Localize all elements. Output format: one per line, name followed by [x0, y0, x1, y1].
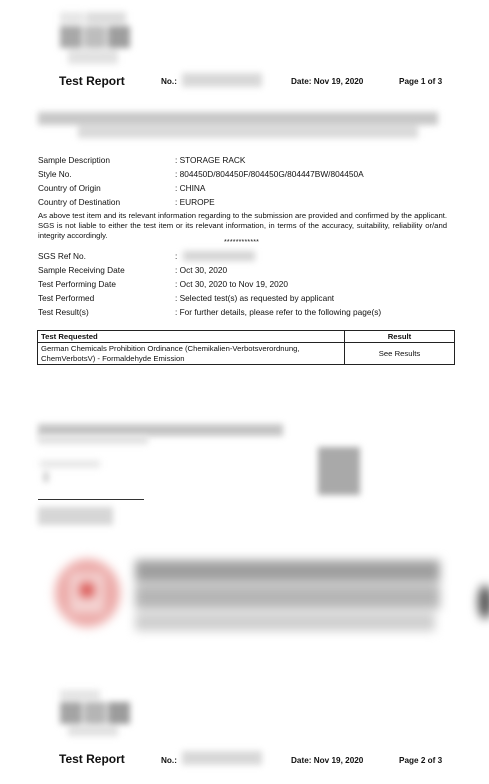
field-value: : CHINA — [175, 183, 206, 193]
field-label: Style No. — [38, 169, 72, 179]
field-value: : 804450D/804450F/804450G/804447BW/804450A — [175, 169, 364, 179]
company-subline-redacted — [38, 436, 148, 444]
results-table — [37, 330, 455, 365]
field-label: Country of Destination — [38, 197, 121, 207]
logo-redacted — [60, 12, 130, 67]
report-no-label: No.: — [161, 756, 177, 765]
company-name-redacted — [38, 424, 283, 436]
field-value: : For further details, please refer to the following page(s) — [175, 307, 382, 317]
logo-redacted — [60, 690, 130, 740]
report-date: Date: Nov 19, 2020 — [291, 756, 364, 765]
field-label: Test Performing Date — [38, 279, 116, 289]
signature-redacted — [40, 460, 100, 482]
field-label: Country of Origin — [38, 183, 101, 193]
column-header: Result — [345, 331, 455, 343]
disclaimer-text: As above test item and its relevant information regarding to the submission are provided and confirmed by the applicant. SGS is not liable to either the test item or its relevant information, in terms of the accuracy, suitability, reliability or/and integrity accordingly. — [38, 211, 447, 240]
report-no-label: No.: — [161, 77, 177, 86]
page-number: Page 2 of 3 — [399, 756, 443, 765]
field-value: : EUROPE — [175, 197, 215, 207]
field-label: Sample Receiving Date — [38, 265, 125, 275]
report-title: Test Report — [59, 752, 125, 766]
signatory-name-redacted — [38, 507, 113, 525]
field-value: : Oct 30, 2020 to Nov 19, 2020 — [175, 279, 289, 289]
footer-seal-block — [40, 555, 445, 637]
page-edge-shadow — [478, 585, 489, 619]
field-value: : STORAGE RACK — [175, 155, 246, 165]
field-value: : Oct 30, 2020 — [175, 265, 228, 275]
qr-code-redacted — [318, 447, 360, 495]
signature-line — [38, 499, 144, 500]
field-label: SGS Ref No. — [38, 251, 86, 261]
report-date: Date: Nov 19, 2020 — [291, 77, 364, 86]
table-cell: German Chemicals Prohibition Ordinance (Chemikalien-Verbotsverordnung, ChemVerbotsV) - Formaldehyde Emission — [38, 343, 345, 365]
field-label: Test Performed — [38, 293, 95, 303]
column-header: Test Requested — [38, 331, 345, 343]
field-value: : — [175, 251, 178, 261]
page-number: Page 1 of 3 — [399, 77, 443, 86]
applicant-redacted — [38, 112, 438, 138]
report-no-redacted — [182, 751, 262, 765]
field-label: Sample Description — [38, 155, 110, 165]
table-header-row — [38, 331, 455, 343]
sgs-ref-redacted — [183, 251, 255, 261]
table-cell: See Results — [345, 343, 455, 365]
table-row — [38, 343, 455, 365]
report-no-redacted — [182, 73, 262, 87]
separator-stars: ************ — [224, 239, 260, 246]
field-value: : Selected test(s) as requested by applicant — [175, 293, 335, 303]
field-label: Test Result(s) — [38, 307, 89, 317]
report-title: Test Report — [59, 74, 125, 88]
